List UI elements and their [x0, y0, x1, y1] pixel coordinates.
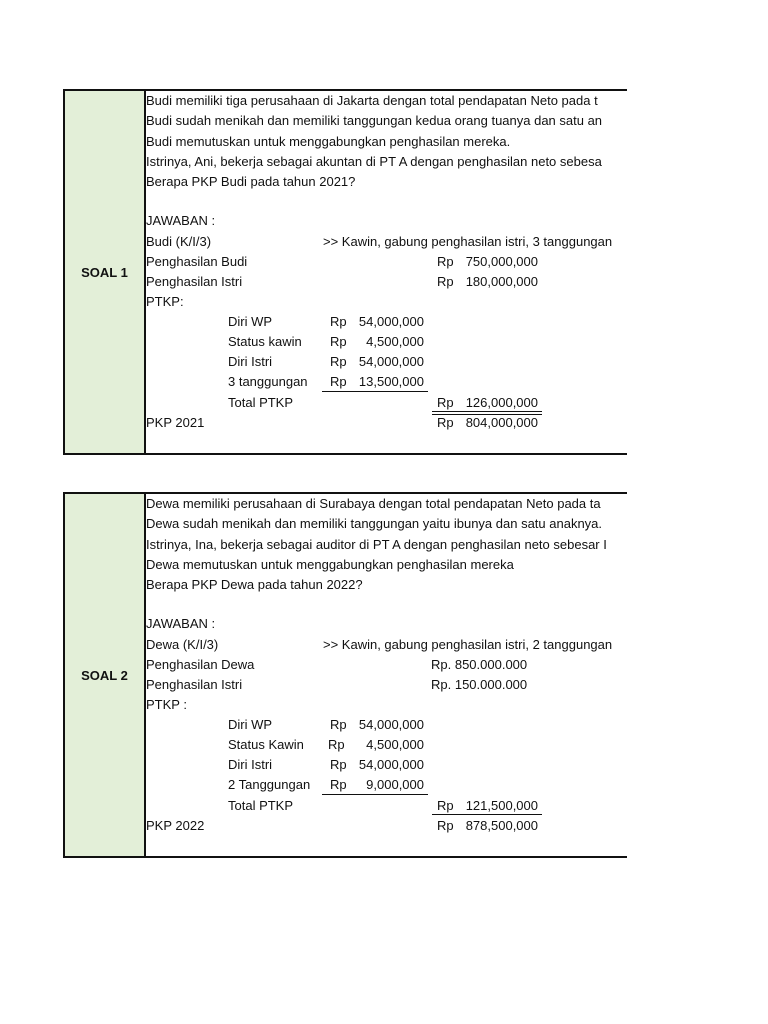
question-line: Berapa PKP Dewa pada tahun 2022? [146, 577, 363, 592]
income-value: 750,000,000 [465, 254, 538, 269]
total-label: Total PTKP [228, 798, 294, 813]
currency-label: Rp [330, 757, 347, 772]
soal-1-content [146, 91, 627, 453]
jawaban-heading: JAWABAN : [146, 213, 216, 228]
currency-label: Rp [437, 798, 454, 813]
soal-2-block [63, 492, 627, 858]
pkp-label: PKP 2022 [146, 818, 205, 833]
ptkp-item-value: 13,500,000 [358, 374, 424, 389]
question-line: Dewa memiliki perusahaan di Surabaya dengan total pendapatan Neto pada ta [146, 496, 601, 511]
currency-label: Rp [437, 254, 454, 269]
ptkp-item-label: Status Kawin [228, 737, 304, 752]
ptkp-heading: PTKP: [146, 294, 184, 309]
question-line: Budi sudah menikah dan memiliki tanggungan kedua orang tuanya dan satu an [146, 113, 603, 128]
soal-1-label-cell [65, 91, 146, 453]
question-line: Dewa memutuskan untuk menggabungkan penghasilan mereka [146, 557, 514, 572]
currency-label: Rp [437, 274, 454, 289]
ptkp-item-label: 2 Tanggungan [228, 777, 311, 792]
status-label: Budi (K/I/3) [146, 234, 212, 249]
status-label: Dewa (K/I/3) [146, 637, 219, 652]
subtotal-underline [322, 391, 428, 392]
ptkp-item-label: Diri WP [228, 314, 273, 329]
soal-2-content [146, 494, 627, 856]
ptkp-item-label: Diri Istri [228, 757, 273, 772]
status-note: >> Kawin, gabung penghasilan istri, 3 tanggungan [323, 234, 613, 249]
question-line: Istrinya, Ina, bekerja sebagai auditor di PT A dengan penghasilan neto sebesar I [146, 537, 607, 552]
ptkp-item-value: 54,000,000 [358, 354, 424, 369]
income-value: Rp. 150.000.000 [431, 677, 528, 692]
soal-1-label: SOAL 1 [81, 264, 128, 280]
ptkp-item-label: 3 tanggungan [228, 374, 308, 389]
currency-label: Rp [330, 314, 347, 329]
total-underline [432, 411, 542, 412]
currency-label: Rp [437, 818, 454, 833]
ptkp-item-value: 54,000,000 [358, 717, 424, 732]
ptkp-item-label: Diri Istri [228, 354, 273, 369]
ptkp-item-value: 4,500,000 [366, 737, 424, 752]
status-note: >> Kawin, gabung penghasilan istri, 2 tanggungan [323, 637, 613, 652]
currency-label: Rp [437, 415, 454, 430]
question-line: Berapa PKP Budi pada tahun 2021? [146, 174, 356, 189]
ptkp-item-value: 54,000,000 [358, 314, 424, 329]
ptkp-heading: PTKP : [146, 697, 187, 712]
currency-label: Rp [330, 777, 347, 792]
question-line: Budi memiliki tiga perusahaan di Jakarta dengan total pendapatan Neto pada t [146, 93, 598, 108]
ptkp-item-label: Status kawin [228, 334, 302, 349]
currency-label: Rp [330, 354, 347, 369]
total-value: 126,000,000 [465, 395, 538, 410]
question-line: Budi memutuskan untuk menggabungkan penghasilan mereka. [146, 134, 511, 149]
total-underline [432, 814, 542, 815]
soal-2-label: SOAL 2 [81, 667, 128, 683]
income-label: Penghasilan Istri [146, 274, 243, 289]
total-value: 121,500,000 [465, 798, 538, 813]
income-value: 180,000,000 [465, 274, 538, 289]
subtotal-underline [322, 794, 428, 795]
question-line: Istrinya, Ani, bekerja sebagai akuntan di PT A dengan penghasilan neto sebesa [146, 154, 602, 169]
ptkp-item-value: 4,500,000 [366, 334, 424, 349]
ptkp-item-value: 9,000,000 [366, 777, 424, 792]
currency-label: Rp [437, 395, 454, 410]
soal-1-block [63, 89, 627, 455]
currency-label: Rp [330, 374, 347, 389]
total-label: Total PTKP [228, 395, 294, 410]
currency-label: Rp [328, 737, 345, 752]
income-label: Penghasilan Dewa [146, 657, 255, 672]
currency-label: Rp [330, 717, 347, 732]
currency-label: Rp [330, 334, 347, 349]
ptkp-item-label: Diri WP [228, 717, 273, 732]
pkp-value: 878,500,000 [465, 818, 538, 833]
pkp-label: PKP 2021 [146, 415, 205, 430]
jawaban-heading: JAWABAN : [146, 616, 216, 631]
income-label: Penghasilan Istri [146, 677, 243, 692]
ptkp-item-value: 54,000,000 [358, 757, 424, 772]
soal-2-label-cell [65, 494, 146, 856]
pkp-value: 804,000,000 [465, 415, 538, 430]
question-line: Dewa sudah menikah dan memiliki tanggungan yaitu ibunya dan satu anaknya. [146, 516, 603, 531]
income-value: Rp. 850.000.000 [431, 657, 528, 672]
income-label: Penghasilan Budi [146, 254, 248, 269]
